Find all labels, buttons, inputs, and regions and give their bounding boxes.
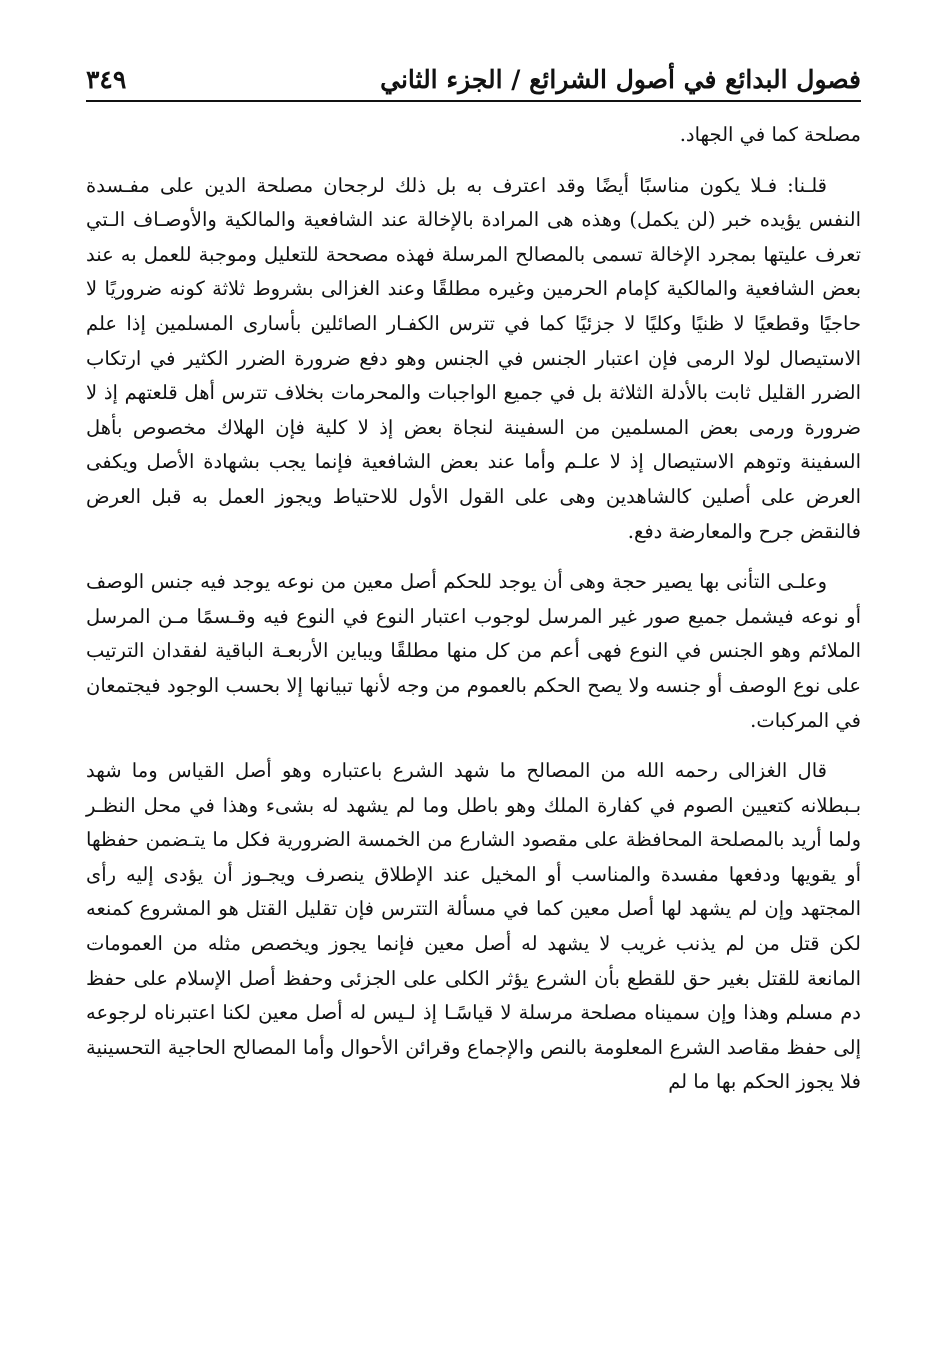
page-header bbox=[86, 44, 861, 102]
paragraph: قلـنا: فـلا يكون مناسبًا أيضًا وقد اعترف به بل ذلك لرجحان مصلحة الدين على مفـسدة النفس يؤيده خبر (لن يكمل) وهذه هى المرادة بالإخالة عند الشافعية والمالكية والأوصـاف الـتي تعرف عليتها بمجرد الإخالة تسمى بالمصالح المرسلة فهذه مصححة للتعليل وموجبة للعمل به عند بعض الشافعية والمالكية كإمام الحرمين وغيره مطلقًا وعند الغزالى بشروط ثلاثة كونه ضروريًا لا حاجيًا وقطعيًا لا ظنيًا وكليًا لا جزئيًا كما في تترس الكفـار الصائلين بأسارى المسلمين إذا علم الاستيصال لولا الرمى فإن اعتبار الجنس في الجنس وهو دفع ضرورة الضرر الكثير في ارتكاب الضرر القليل ثابت بالأدلة الثلاثة بل في جميع الواجبات والمحرمات بخلاف تترس أهل قلعتهم إذ لا ضرورة ورمى بعض المسلمين من السفينة لنجاة بعض إذ لا كلية فإن الهلاك مخصوص بأهل السفينة وتوهم الاستيصال إذ لا علـم وأما عند بعض الشافعية فإنما يجب بشهادة الأصل ويكفى العرض على أصلين كالشاهدين وهى على القول الأول للاحتياط ويجوز العمل به قبل العرض فالنقض جرح والمعارضة دفع. bbox=[86, 173, 861, 543]
page-body bbox=[86, 118, 861, 1100]
paragraph: وعلـى التأنى بها يصير حجة وهى أن يوجد للحكم أصل معين من نوعه يوجد فيه جنس الوصف أو نوعه فيشمل جميع صور غير المرسل لوجوب اعتبار النوع في النوع فيه وقـسمًا مـن المرسل الملائم وهو الجنس في النوع فهى أعم من كل منها مطلقًا ويباين الأربعـة الباقية لفقدان الترتيب على نوع الوصف أو جنسه ولا يصح الحكم بالعموم من وجه لأنها تبيانها إلا بحسب الوجود فيجتمعان في المركبات. bbox=[86, 570, 861, 732]
page-number: ٣٤٩ bbox=[86, 65, 127, 94]
paragraph: قال الغزالى رحمه الله من المصالح ما شهد الشرع باعتباره وهو أصل القياس وما شهد بـبطلانه كتعيين الصوم في كفارة الملك وهو باطل وما لم يشهد له بشىء وهذا في محل النظـر ولما أريد بالمصلحة المحافظة على مقصود الشارع من الخمسة الضرورية فكل ما يتـضمن حفظها أو يقويها ودفعها مفسدة والمناسب أو المخيل عند الإطلاق ينصرف ويجـوز أن يؤدى إليه رأى المجتهد وإن لم يشهد لها أصل معين كما في مسألة التترس فإن تقليل القتل هو المشروع كمنعه لكن قتل من لم يذنب غريب لا يشهد له أصل معين فإنما يجوز ويخصص مثله من العمومات المانعة للقتل بغير حق للقطع بأن الشرع يؤثر الكلى على الجزئى وحفظ أصل الإسلام على حفظ دم مسلم وهذا وإن سميناه مصلحة مرسلة لا قياسًـا إذ لـيس له أصل معين لكنا اعتبرناه لرجوعه إلى حفظ مقاصد الشرع المعلومة بالنص والإجماع وقرائن الأحوال وأما المصالح الحاجية التحسينية فلا يجوز الحكم بها ما لم bbox=[86, 759, 861, 1094]
paragraph-continuation: مصلحة كما في الجهاد. bbox=[679, 123, 861, 146]
running-title: فصول البدائع في أصول الشرائع / الجزء الثاني bbox=[380, 65, 861, 94]
